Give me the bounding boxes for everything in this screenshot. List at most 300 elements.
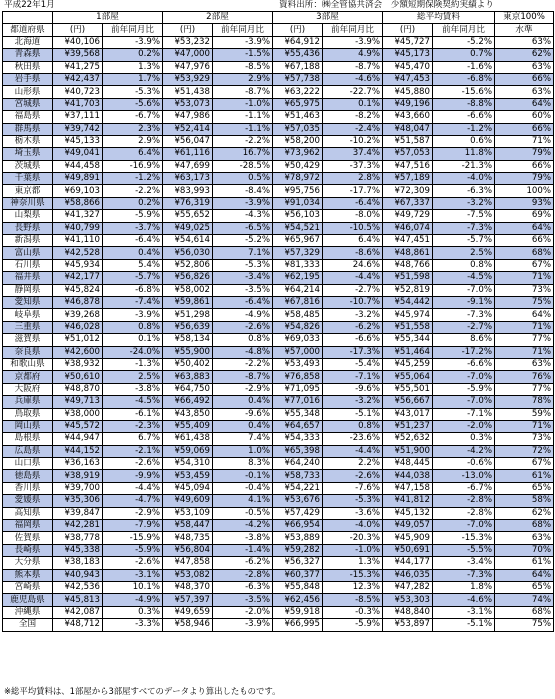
value-cell: 4.9% <box>323 49 383 61</box>
value-cell: -3.1% <box>433 606 495 618</box>
value-cell: -1.1% <box>213 123 273 135</box>
value-cell: -7.4% <box>103 296 163 308</box>
table-row <box>3 433 554 445</box>
value-cell: ¥49,729 <box>383 210 433 222</box>
value-cell: -5.1% <box>433 619 495 631</box>
value-cell: ¥51,298 <box>163 309 213 321</box>
prefecture-cell: 宮城県 <box>3 98 53 110</box>
value-cell: 0.6% <box>433 135 495 147</box>
value-cell: ¥53,493 <box>273 358 323 370</box>
table-row <box>3 544 554 556</box>
value-cell: -1.1% <box>213 111 273 123</box>
value-cell: -2.6% <box>323 470 383 482</box>
value-cell: -6.7% <box>433 482 495 494</box>
value-cell: ¥49,891 <box>53 173 103 185</box>
value-cell: ¥58,002 <box>163 284 213 296</box>
value-cell: ¥47,000 <box>163 49 213 61</box>
table-row <box>3 606 554 618</box>
table-row <box>3 86 554 98</box>
value-cell: 0.8% <box>433 259 495 271</box>
prefecture-cell: 香川県 <box>3 482 53 494</box>
value-cell: -10.5% <box>323 222 383 234</box>
value-cell: 60% <box>495 111 554 123</box>
table-row <box>3 296 554 308</box>
prefecture-cell: 高知県 <box>3 507 53 519</box>
value-cell: -6.2% <box>213 557 273 569</box>
value-cell: ¥50,429 <box>273 160 323 172</box>
prefecture-cell: 徳島県 <box>3 470 53 482</box>
value-cell: 10.1% <box>103 581 163 593</box>
value-cell: ¥66,492 <box>163 396 213 408</box>
value-cell: -22.7% <box>323 86 383 98</box>
value-cell: ¥65,398 <box>273 445 323 457</box>
value-cell: 59% <box>495 408 554 420</box>
value-cell: -6.7% <box>103 111 163 123</box>
value-cell: 24.6% <box>323 259 383 271</box>
header-yen: (円) <box>383 24 433 36</box>
value-cell: -1.0% <box>323 544 383 556</box>
value-cell: 64% <box>495 222 554 234</box>
table-row <box>3 173 554 185</box>
table-row <box>3 358 554 370</box>
value-cell: ¥40,106 <box>53 36 103 48</box>
value-cell: -4.0% <box>433 173 495 185</box>
value-cell: -4.6% <box>323 73 383 85</box>
table-row <box>3 123 554 135</box>
table-row <box>3 73 554 85</box>
value-cell: 0.7% <box>433 49 495 61</box>
value-cell: 63% <box>495 86 554 98</box>
value-cell: ¥48,370 <box>163 581 213 593</box>
table-row <box>3 222 554 234</box>
value-cell: ¥60,377 <box>273 569 323 581</box>
value-cell: -8.8% <box>433 98 495 110</box>
value-cell: ¥45,094 <box>163 482 213 494</box>
value-cell: -3.9% <box>103 309 163 321</box>
value-cell: -0.3% <box>323 606 383 618</box>
value-cell: 0.3% <box>433 433 495 445</box>
value-cell: -3.9% <box>213 619 273 631</box>
value-cell: -15.3% <box>323 569 383 581</box>
value-cell: ¥53,459 <box>163 470 213 482</box>
value-cell: -5.7% <box>433 235 495 247</box>
value-cell: ¥53,929 <box>163 73 213 85</box>
table-row <box>3 346 554 358</box>
value-cell: 61% <box>495 557 554 569</box>
value-cell: ¥53,303 <box>383 594 433 606</box>
value-cell: ¥95,756 <box>273 185 323 197</box>
value-cell: ¥40,723 <box>53 86 103 98</box>
value-cell: -0.4% <box>213 482 273 494</box>
value-cell: -13.0% <box>433 470 495 482</box>
value-cell: -6.2% <box>323 321 383 333</box>
value-cell: -3.6% <box>323 507 383 519</box>
value-cell: -4.5% <box>103 396 163 408</box>
value-cell: ¥48,766 <box>383 259 433 271</box>
value-cell: ¥61,116 <box>163 148 213 160</box>
value-cell: ¥57,000 <box>273 346 323 358</box>
value-cell: ¥50,691 <box>383 544 433 556</box>
value-cell: ¥42,177 <box>53 272 103 284</box>
value-cell: ¥55,064 <box>383 371 433 383</box>
value-cell: -17.3% <box>323 346 383 358</box>
value-cell: -3.9% <box>213 36 273 48</box>
table-row <box>3 272 554 284</box>
value-cell: ¥55,652 <box>163 210 213 222</box>
value-cell: -5.2% <box>433 36 495 48</box>
prefecture-cell: 石川県 <box>3 259 53 271</box>
prefecture-cell: 鳥取県 <box>3 408 53 420</box>
prefecture-cell: 宮崎県 <box>3 581 53 593</box>
value-cell: -6.3% <box>213 581 273 593</box>
value-cell: ¥50,402 <box>163 358 213 370</box>
table-row <box>3 309 554 321</box>
value-cell: ¥57,738 <box>273 73 323 85</box>
value-cell: ¥49,041 <box>53 148 103 160</box>
value-cell: 2.9% <box>213 73 273 85</box>
value-cell: ¥73,962 <box>273 148 323 160</box>
value-cell: ¥38,932 <box>53 358 103 370</box>
value-cell: -5.9% <box>103 210 163 222</box>
value-cell: ¥63,883 <box>163 371 213 383</box>
value-cell: -16.9% <box>103 160 163 172</box>
value-cell: ¥38,919 <box>53 470 103 482</box>
value-cell: -5.4% <box>323 358 383 370</box>
source-note: 資料出所：㈱全管協共済会 少額短期保険契約実績より <box>279 0 494 10</box>
value-cell: 6.4% <box>323 235 383 247</box>
prefecture-cell: 沖縄県 <box>3 606 53 618</box>
value-cell: -4.3% <box>213 210 273 222</box>
value-cell: -7.1% <box>433 408 495 420</box>
value-cell: -8.7% <box>323 61 383 73</box>
value-cell: ¥39,700 <box>53 482 103 494</box>
table-row <box>3 458 554 470</box>
value-cell: ¥56,826 <box>163 272 213 284</box>
table-row <box>3 482 554 494</box>
prefecture-cell: 東京都 <box>3 185 53 197</box>
value-cell: -15.6% <box>433 86 495 98</box>
header-tokyo-ratio: 東京100% <box>495 12 554 24</box>
prefecture-cell: 秋田県 <box>3 61 53 73</box>
header-row-groups <box>3 12 554 24</box>
prefecture-cell: 山口県 <box>3 458 53 470</box>
value-cell: 63% <box>495 358 554 370</box>
value-cell: ¥56,327 <box>273 557 323 569</box>
value-cell: ¥47,451 <box>383 235 433 247</box>
value-cell: -15.9% <box>103 532 163 544</box>
value-cell: ¥51,012 <box>53 334 103 346</box>
value-cell: 64% <box>495 309 554 321</box>
value-cell: -4.0% <box>323 520 383 532</box>
value-cell: ¥54,310 <box>163 458 213 470</box>
value-cell: -3.5% <box>213 284 273 296</box>
value-cell: ¥55,436 <box>273 49 323 61</box>
value-cell: ¥57,053 <box>383 148 433 160</box>
value-cell: ¥43,017 <box>383 408 433 420</box>
value-cell: -4.7% <box>103 495 163 507</box>
value-cell: ¥51,463 <box>273 111 323 123</box>
prefecture-cell: 愛媛県 <box>3 495 53 507</box>
value-cell: 63% <box>495 532 554 544</box>
value-cell: -4.2% <box>213 520 273 532</box>
value-cell: ¥59,069 <box>163 445 213 457</box>
value-cell: ¥50,610 <box>53 371 103 383</box>
value-cell: ¥61,438 <box>163 433 213 445</box>
value-cell: ¥48,861 <box>383 247 433 259</box>
value-cell: ¥42,528 <box>53 247 103 259</box>
value-cell: -6.6% <box>433 358 495 370</box>
value-cell: -6.3% <box>433 185 495 197</box>
value-cell: -3.4% <box>433 557 495 569</box>
table-row <box>3 470 554 482</box>
value-cell: ¥49,659 <box>163 606 213 618</box>
value-cell: 62% <box>495 507 554 519</box>
value-cell: -8.7% <box>213 86 273 98</box>
value-cell: ¥58,485 <box>273 309 323 321</box>
prefecture-cell: 全国 <box>3 619 53 631</box>
table-row <box>3 259 554 271</box>
value-cell: ¥47,282 <box>383 581 433 593</box>
value-cell: ¥57,189 <box>383 173 433 185</box>
value-cell: ¥42,536 <box>53 581 103 593</box>
value-cell: ¥44,152 <box>53 445 103 457</box>
value-cell: -3.2% <box>323 309 383 321</box>
value-cell: -3.8% <box>103 383 163 395</box>
value-cell: ¥44,038 <box>383 470 433 482</box>
value-cell: ¥45,572 <box>53 420 103 432</box>
value-cell: 100% <box>495 185 554 197</box>
table-row <box>3 197 554 209</box>
value-cell: ¥53,897 <box>383 619 433 631</box>
value-cell: -2.0% <box>213 606 273 618</box>
header-yoy: 前年同月比 <box>433 24 495 36</box>
value-cell: 16.7% <box>213 148 273 160</box>
value-cell: ¥47,699 <box>163 160 213 172</box>
value-cell: 64% <box>495 98 554 110</box>
value-cell: 0.2% <box>103 49 163 61</box>
prefecture-cell: 福井県 <box>3 272 53 284</box>
value-cell: -2.2% <box>213 135 273 147</box>
value-cell: -3.4% <box>213 272 273 284</box>
value-cell: ¥39,568 <box>53 49 103 61</box>
value-cell: ¥38,183 <box>53 557 103 569</box>
prefecture-cell: 新潟県 <box>3 235 53 247</box>
value-cell: -5.9% <box>103 544 163 556</box>
value-cell: -2.2% <box>103 185 163 197</box>
value-cell: ¥48,445 <box>383 458 433 470</box>
value-cell: 2.3% <box>103 123 163 135</box>
value-cell: 2.2% <box>323 458 383 470</box>
value-cell: ¥46,074 <box>383 222 433 234</box>
value-cell: -4.4% <box>103 482 163 494</box>
value-cell: ¥54,826 <box>273 321 323 333</box>
value-cell: 74% <box>495 594 554 606</box>
value-cell: 77% <box>495 383 554 395</box>
value-cell: ¥65,967 <box>273 235 323 247</box>
value-cell: -6.6% <box>433 111 495 123</box>
value-cell: ¥51,464 <box>383 346 433 358</box>
value-cell: ¥46,028 <box>53 321 103 333</box>
value-cell: ¥53,889 <box>273 532 323 544</box>
footnote: ※総平均賃料は、1部屋から3部屋すべてのデータより算出したものです。 <box>4 686 281 696</box>
value-cell: 0.4% <box>213 396 273 408</box>
value-cell: 77% <box>495 334 554 346</box>
report-header <box>4 0 551 11</box>
value-cell: -2.0% <box>433 420 495 432</box>
value-cell: 69% <box>495 210 554 222</box>
value-cell: -17.2% <box>433 346 495 358</box>
value-cell: -3.7% <box>103 222 163 234</box>
header-row-fields <box>3 24 554 36</box>
value-cell: 0.8% <box>103 321 163 333</box>
value-cell: -3.3% <box>103 619 163 631</box>
value-cell: -2.7% <box>323 284 383 296</box>
value-cell: ¥53,082 <box>163 569 213 581</box>
value-cell: -6.8% <box>103 284 163 296</box>
value-cell: 71% <box>495 135 554 147</box>
period-label: 平成22年1月 <box>4 0 55 10</box>
table-row <box>3 383 554 395</box>
value-cell: ¥53,232 <box>163 36 213 48</box>
value-cell: 1.3% <box>103 61 163 73</box>
value-cell: ¥66,995 <box>273 619 323 631</box>
table-row <box>3 111 554 123</box>
value-cell: -3.9% <box>103 36 163 48</box>
value-cell: ¥69,103 <box>53 185 103 197</box>
value-cell: ¥38,778 <box>53 532 103 544</box>
prefecture-cell: 埼玉県 <box>3 148 53 160</box>
value-cell: -5.3% <box>213 259 273 271</box>
value-cell: -20.3% <box>323 532 383 544</box>
value-cell: ¥57,329 <box>273 247 323 259</box>
value-cell: -10.2% <box>323 135 383 147</box>
table-row <box>3 98 554 110</box>
table-row <box>3 581 554 593</box>
value-cell: 78% <box>495 396 554 408</box>
value-cell: ¥55,501 <box>383 383 433 395</box>
header-yoy: 前年同月比 <box>323 24 383 36</box>
value-cell: ¥45,727 <box>383 36 433 48</box>
value-cell: ¥46,878 <box>53 296 103 308</box>
value-cell: ¥52,819 <box>383 284 433 296</box>
table-row <box>3 284 554 296</box>
value-cell: -4.5% <box>433 272 495 284</box>
header-average: 総平均賃料 <box>383 12 495 24</box>
value-cell: ¥51,558 <box>383 321 433 333</box>
value-cell: ¥36,163 <box>53 458 103 470</box>
value-cell: 66% <box>495 73 554 85</box>
header-yoy: 前年同月比 <box>213 24 273 36</box>
value-cell: -3.1% <box>103 569 163 581</box>
value-cell: ¥41,703 <box>53 98 103 110</box>
value-cell: 73% <box>495 433 554 445</box>
value-cell: ¥55,409 <box>163 420 213 432</box>
value-cell: 0.2% <box>103 197 163 209</box>
header-level: 水準 <box>495 24 554 36</box>
prefecture-cell: 福岡県 <box>3 520 53 532</box>
value-cell: ¥40,799 <box>53 222 103 234</box>
value-cell: -7.3% <box>433 222 495 234</box>
rent-table <box>2 11 554 632</box>
value-cell: -8.4% <box>213 185 273 197</box>
prefecture-cell: 岩手県 <box>3 73 53 85</box>
value-cell: ¥41,327 <box>53 210 103 222</box>
value-cell: 0.5% <box>213 173 273 185</box>
value-cell: -7.0% <box>433 396 495 408</box>
value-cell: 79% <box>495 148 554 160</box>
value-cell: ¥45,909 <box>383 532 433 544</box>
table-row <box>3 520 554 532</box>
value-cell: ¥62,195 <box>273 272 323 284</box>
value-cell: ¥45,824 <box>53 284 103 296</box>
value-cell: -8.7% <box>213 371 273 383</box>
table-row <box>3 507 554 519</box>
value-cell: 8.3% <box>213 458 273 470</box>
value-cell: ¥66,954 <box>273 520 323 532</box>
value-cell: ¥44,458 <box>53 160 103 172</box>
prefecture-cell: 岡山県 <box>3 420 53 432</box>
value-cell: -6.4% <box>323 197 383 209</box>
value-cell: ¥45,934 <box>53 259 103 271</box>
value-cell: 5.4% <box>103 259 163 271</box>
value-cell: -2.8% <box>433 495 495 507</box>
value-cell: ¥58,946 <box>163 619 213 631</box>
value-cell: 7.4% <box>213 433 273 445</box>
prefecture-cell: 三重県 <box>3 321 53 333</box>
value-cell: -9.6% <box>213 408 273 420</box>
value-cell: ¥47,516 <box>383 160 433 172</box>
value-cell: ¥47,976 <box>163 61 213 73</box>
prefecture-cell: 静岡県 <box>3 284 53 296</box>
value-cell: ¥46,035 <box>383 569 433 581</box>
value-cell: 71% <box>495 321 554 333</box>
value-cell: -3.9% <box>213 197 273 209</box>
value-cell: -5.6% <box>103 98 163 110</box>
value-cell: -4.6% <box>433 594 495 606</box>
value-cell: ¥42,437 <box>53 73 103 85</box>
prefecture-cell: 島根県 <box>3 433 53 445</box>
value-cell: ¥56,639 <box>163 321 213 333</box>
value-cell: 58% <box>495 495 554 507</box>
value-cell: 0.1% <box>323 98 383 110</box>
value-cell: ¥67,188 <box>273 61 323 73</box>
value-cell: ¥53,109 <box>163 507 213 519</box>
value-cell: -4.4% <box>323 445 383 457</box>
table-row <box>3 495 554 507</box>
value-cell: ¥38,000 <box>53 408 103 420</box>
value-cell: ¥65,975 <box>273 98 323 110</box>
value-cell: ¥56,667 <box>383 396 433 408</box>
value-cell: 75% <box>495 296 554 308</box>
header-yen: (円) <box>53 24 103 36</box>
prefecture-cell: 岐阜県 <box>3 309 53 321</box>
value-cell: ¥48,870 <box>53 383 103 395</box>
value-cell: ¥45,813 <box>53 594 103 606</box>
prefecture-cell: 和歌山県 <box>3 358 53 370</box>
value-cell: -4.9% <box>213 309 273 321</box>
value-cell: ¥48,047 <box>383 123 433 135</box>
value-cell: 76% <box>495 371 554 383</box>
header-cell <box>3 12 53 24</box>
prefecture-cell: 京都府 <box>3 371 53 383</box>
table-row <box>3 569 554 581</box>
value-cell: -3.8% <box>213 532 273 544</box>
header-2room: 2部屋 <box>163 12 273 24</box>
value-cell: 12.3% <box>323 581 383 593</box>
value-cell: 65% <box>495 581 554 593</box>
value-cell: -2.6% <box>103 458 163 470</box>
value-cell: ¥58,733 <box>273 470 323 482</box>
